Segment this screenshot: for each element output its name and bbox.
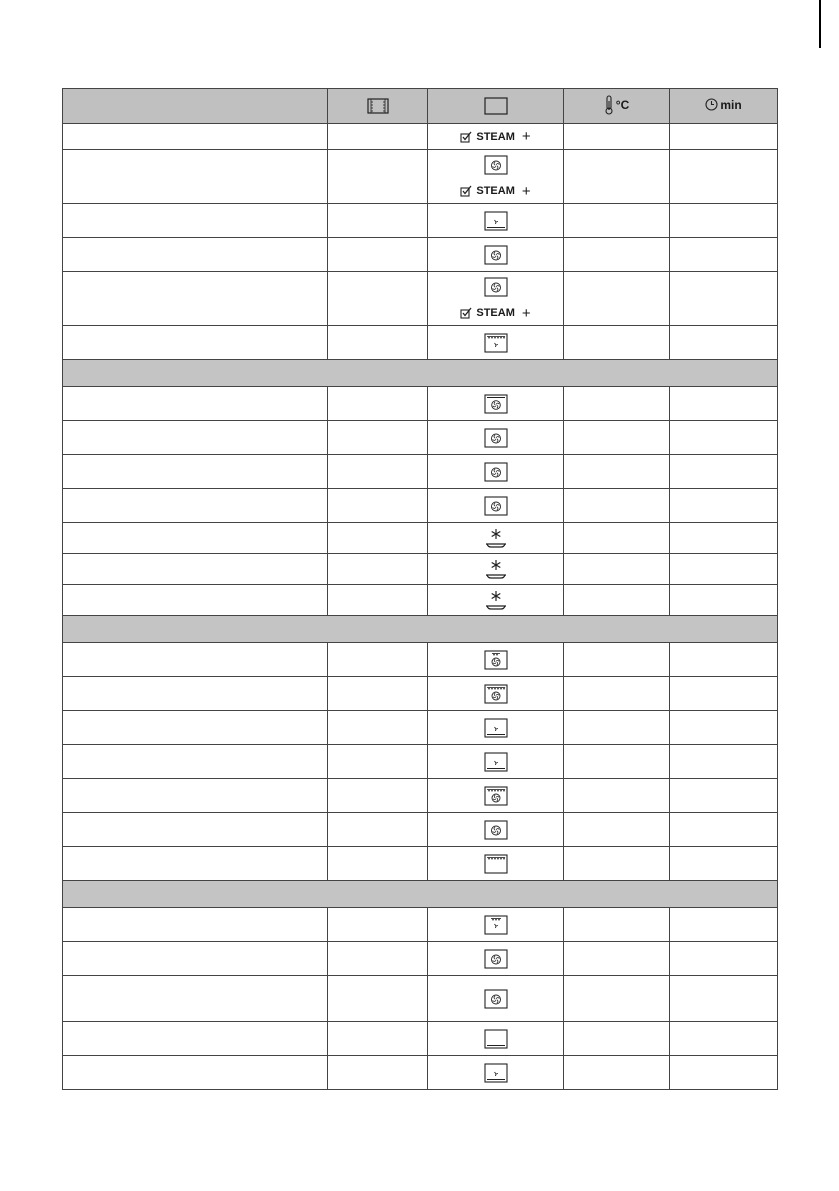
temperature-cell <box>564 421 670 455</box>
table-row <box>63 124 778 150</box>
time-cell <box>670 1056 778 1090</box>
section-row <box>63 881 778 908</box>
temperature-cell <box>564 150 670 204</box>
table-row <box>63 779 778 813</box>
time-cell <box>670 387 778 421</box>
table-row <box>63 1056 778 1090</box>
temperature-cell <box>564 523 670 554</box>
time-cell <box>670 124 778 150</box>
time-cell <box>670 677 778 711</box>
food-cell <box>63 976 328 1022</box>
steam-function <box>460 184 530 199</box>
temperature-unit-label: °C <box>615 97 630 112</box>
function-cell <box>428 908 564 942</box>
table-row <box>63 711 778 745</box>
temperature-cell <box>564 976 670 1022</box>
food-cell <box>63 204 328 238</box>
function-cell <box>428 523 564 554</box>
food-cell <box>63 272 328 326</box>
function-cell <box>428 150 564 204</box>
function-cell <box>428 942 564 976</box>
shelf-cell <box>328 813 428 847</box>
food-cell <box>63 1022 328 1056</box>
time-cell <box>670 421 778 455</box>
temperature-cell <box>564 908 670 942</box>
function-cell <box>428 387 564 421</box>
shelf-cell <box>328 387 428 421</box>
food-cell <box>63 813 328 847</box>
shelf-cell <box>328 643 428 677</box>
table-row <box>63 387 778 421</box>
shelf-cell <box>328 421 428 455</box>
section-cell <box>63 881 778 908</box>
function-cell <box>428 1022 564 1056</box>
time-unit-label: min <box>720 97 742 112</box>
shelf-cell <box>328 489 428 523</box>
function-cell <box>428 455 564 489</box>
temperature-cell <box>564 272 670 326</box>
fan-circle-icon <box>484 989 508 1009</box>
table-row <box>63 554 778 585</box>
steam-label: STEAM <box>476 307 515 319</box>
temperature-cell <box>564 1022 670 1056</box>
temperature-cell <box>564 813 670 847</box>
time-cell <box>670 585 778 616</box>
shelf-cell <box>328 908 428 942</box>
function-cell <box>428 238 564 272</box>
table-row <box>63 847 778 881</box>
time-cell <box>670 204 778 238</box>
food-cell <box>63 523 328 554</box>
empty-oven-icon <box>484 1029 508 1049</box>
temperature-cell <box>564 554 670 585</box>
time-cell <box>670 272 778 326</box>
food-cell <box>63 554 328 585</box>
table-row <box>63 455 778 489</box>
full-grill-icon <box>484 854 508 874</box>
grill-fan-icon <box>484 915 508 935</box>
steam-label: STEAM <box>476 130 515 143</box>
shelf-cell <box>328 204 428 238</box>
temperature-cell <box>564 124 670 150</box>
function-cell <box>428 745 564 779</box>
section-cell <box>63 360 778 387</box>
fan-circle-icon <box>484 428 508 448</box>
shelf-cell <box>328 1056 428 1090</box>
table-row <box>63 585 778 616</box>
food-cell <box>63 745 328 779</box>
temperature-cell <box>564 711 670 745</box>
temperature-cell <box>564 326 670 360</box>
table-row <box>63 150 778 204</box>
plus-icon: + <box>521 304 531 322</box>
temperature-cell <box>564 204 670 238</box>
fan-circle-topbar-icon <box>484 394 508 414</box>
time-cell <box>670 711 778 745</box>
food-cell <box>63 238 328 272</box>
table-row <box>63 523 778 554</box>
temperature-cell <box>564 942 670 976</box>
table-row <box>63 1022 778 1056</box>
temperature-cell <box>564 387 670 421</box>
food-column-header <box>63 89 328 124</box>
temperature-cell <box>564 643 670 677</box>
function-cell <box>428 326 564 360</box>
steam-function <box>460 306 530 321</box>
time-cell <box>670 745 778 779</box>
table-row <box>63 745 778 779</box>
top-fan-icon <box>484 333 508 353</box>
table-row <box>63 677 778 711</box>
food-cell <box>63 908 328 942</box>
time-cell <box>670 942 778 976</box>
food-cell <box>63 150 328 204</box>
shelf-cell <box>328 711 428 745</box>
fan-circle-icon <box>484 496 508 516</box>
time-cell <box>670 455 778 489</box>
temperature-cell <box>564 677 670 711</box>
table-row <box>63 976 778 1022</box>
defrost-icon <box>483 558 509 580</box>
conventional-fan-icon <box>484 211 508 231</box>
fan-circle-icon <box>484 949 508 969</box>
food-cell <box>63 421 328 455</box>
temperature-column-header <box>564 89 670 124</box>
shelf-cell <box>328 745 428 779</box>
shelf-cell <box>328 523 428 554</box>
function-cell <box>428 847 564 881</box>
food-cell <box>63 455 328 489</box>
shelf-cell <box>328 585 428 616</box>
time-column-header <box>670 89 778 124</box>
function-cell <box>428 976 564 1022</box>
steam-check-icon <box>460 185 472 197</box>
function-cell <box>428 489 564 523</box>
shelf-cell <box>328 677 428 711</box>
fan-circle-icon <box>484 155 508 175</box>
steam-function <box>460 129 530 144</box>
function-cell <box>428 124 564 150</box>
shelf-column-header <box>328 89 428 124</box>
steam-check-icon <box>460 307 472 319</box>
cooking-table <box>62 88 778 1090</box>
time-cell <box>670 643 778 677</box>
plus-icon: + <box>521 182 531 200</box>
fan-circle-icon <box>484 462 508 482</box>
table-row <box>63 204 778 238</box>
shelf-cell <box>328 124 428 150</box>
section-row <box>63 616 778 643</box>
time-cell <box>670 779 778 813</box>
food-cell <box>63 1056 328 1090</box>
steam-label: STEAM <box>476 185 515 197</box>
full-grill-fan-circle-icon <box>484 684 508 704</box>
table-row <box>63 238 778 272</box>
time-cell <box>670 908 778 942</box>
steam-check-icon <box>460 131 472 143</box>
function-column-header <box>428 89 564 124</box>
table-row <box>63 421 778 455</box>
food-cell <box>63 387 328 421</box>
section-cell <box>63 616 778 643</box>
function-cell <box>428 711 564 745</box>
time-cell <box>670 847 778 881</box>
shelf-position-icon <box>367 98 389 114</box>
shelf-cell <box>328 1022 428 1056</box>
function-cell <box>428 643 564 677</box>
time-cell <box>670 326 778 360</box>
oven-function-icon <box>484 97 508 115</box>
table-header-row <box>63 89 778 124</box>
conventional-fan-icon <box>484 718 508 738</box>
temperature-cell <box>564 847 670 881</box>
shelf-cell <box>328 326 428 360</box>
table-row <box>63 489 778 523</box>
table-row <box>63 643 778 677</box>
temperature-cell <box>564 585 670 616</box>
defrost-icon <box>483 527 509 549</box>
temperature-cell <box>564 238 670 272</box>
food-cell <box>63 124 328 150</box>
food-cell <box>63 779 328 813</box>
function-cell <box>428 779 564 813</box>
temperature-cell <box>564 1056 670 1090</box>
table-row <box>63 942 778 976</box>
fan-circle-icon <box>484 277 508 297</box>
food-cell <box>63 643 328 677</box>
shelf-cell <box>328 238 428 272</box>
section-row <box>63 360 778 387</box>
temperature-cell <box>564 489 670 523</box>
grill-fan-circle-icon <box>484 650 508 670</box>
food-cell <box>63 489 328 523</box>
time-cell <box>670 150 778 204</box>
table-row <box>63 908 778 942</box>
shelf-cell <box>328 272 428 326</box>
shelf-cell <box>328 779 428 813</box>
time-cell <box>670 238 778 272</box>
time-cell <box>670 489 778 523</box>
conventional-fan-icon <box>484 1063 508 1083</box>
shelf-cell <box>328 150 428 204</box>
plus-icon: + <box>521 128 531 145</box>
time-cell <box>670 976 778 1022</box>
temperature-cell <box>564 745 670 779</box>
function-cell <box>428 677 564 711</box>
clock-icon <box>705 98 718 111</box>
food-cell <box>63 711 328 745</box>
function-cell <box>428 204 564 238</box>
time-cell <box>670 523 778 554</box>
shelf-cell <box>328 847 428 881</box>
function-cell <box>428 554 564 585</box>
function-cell <box>428 813 564 847</box>
full-grill-fan-circle-icon <box>484 786 508 806</box>
shelf-cell <box>328 976 428 1022</box>
table-row <box>63 813 778 847</box>
shelf-cell <box>328 455 428 489</box>
table-row <box>63 326 778 360</box>
function-cell <box>428 272 564 326</box>
table-body <box>63 124 778 1090</box>
food-cell <box>63 677 328 711</box>
time-cell <box>670 813 778 847</box>
fan-circle-icon <box>484 820 508 840</box>
food-cell <box>63 585 328 616</box>
fan-circle-icon <box>484 245 508 265</box>
time-cell <box>670 554 778 585</box>
food-cell <box>63 326 328 360</box>
temperature-cell <box>564 455 670 489</box>
function-cell <box>428 1056 564 1090</box>
function-cell <box>428 585 564 616</box>
time-cell <box>670 1022 778 1056</box>
thermometer-icon <box>604 95 614 115</box>
shelf-cell <box>328 554 428 585</box>
food-cell <box>63 847 328 881</box>
function-cell <box>428 421 564 455</box>
shelf-cell <box>328 942 428 976</box>
bottom-fan-icon <box>484 752 508 772</box>
defrost-icon <box>483 589 509 611</box>
binding-mark <box>819 0 821 48</box>
temperature-cell <box>564 779 670 813</box>
food-cell <box>63 942 328 976</box>
table-row <box>63 272 778 326</box>
